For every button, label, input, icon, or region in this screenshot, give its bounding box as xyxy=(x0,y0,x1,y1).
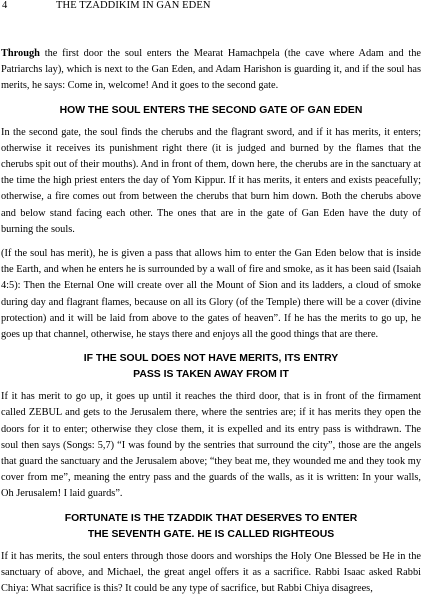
heading-no-merits xyxy=(1,351,421,383)
body-text xyxy=(1,46,421,605)
heading-line: THE SEVENTH GATE. HE IS CALLED RIGHTEOUS xyxy=(87,528,335,540)
heading-seventh-gate xyxy=(1,511,421,543)
paragraph: If it has merit to go up, it goes up until it reaches the third door, that is in front of the firmament called ZEBUL and gets to the Jerusalem there, where the sentries are; if it has merits they open the doors for it to enter; otherwise they close them, it is expelled and its entry pass is withdrawn. The soul then says (Songs: 5,7) “I was found by the sentries that surround the city”, those are the angels that guard the sanctuary and the Jerusalem above; “they beat me, they wounded me and they took my cover from me”, meaning the entry pass and the guards of the walls, as it is written: In your walls, Oh Jerusalem! I laid guards”. xyxy=(1,391,421,500)
running-head xyxy=(0,0,422,14)
running-title: THE TZADDIKIM IN GAN EDEN xyxy=(56,0,211,11)
heading-second-gate xyxy=(1,103,421,119)
heading-line: PASS IS TAKEN AWAY FROM IT xyxy=(133,369,289,381)
paragraph: In the second gate, the soul finds the cherubs and the flagrant sword, and if it has merits, it enters; otherwise it receives its punishment right there (it is judged and burned by the flames that the cherubs spit out of their mouths). And in front of them, down here, the cherubs are in the sanctuary at the time the high priest enters the day of Yom Kippur. If it has merits, it enters and exists peacefully; otherwise, a fire comes out from between the cherubs that burn him down. Both the cherubs above and below stand facing each other. The ones that are in the gate of Gan Eden have the duty of burning the souls. xyxy=(1,126,421,235)
paragraph: (If the soul has merit), he is given a pass that allows him to enter the Gan Eden below that is inside the Earth, and when he enters he is surrounded by a wall of fire and smoke, as it has been said (Isaiah 4:5): Then the Eternal One will create over all the Mount of Sion and its ladders, a cloud of smoke during day and flagrant flames, because on all its Glory (of the Temple) there will be a cover (divine protection) and it will be laid from above to the gates of heaven”. If he has the merits to go up, he goes up that channel, otherwise, he stays there and enjoys all the good things that are there. xyxy=(1,248,421,341)
heading-line: IF THE SOUL DOES NOT HAVE MERITS, ITS ENTRY xyxy=(83,353,339,365)
intro-paragraph xyxy=(1,46,421,95)
heading-line: FORTUNATE IS THE TZADDIK THAT DESERVES TO ENTER xyxy=(64,512,358,524)
page-number: 4 xyxy=(2,0,8,11)
heading-line: HOW THE SOUL ENTERS THE SECOND GATE OF GAN EDEN xyxy=(59,104,363,116)
intro-text: the first door the soul enters the Mearat Hamachpela (the cave where Adam and the Patriarchs lay), which is next to the Gan Eden, and Adam Harishon is guarding it, and if the soul has merits, he says: Come in, welcome! And it goes to the second gate. xyxy=(1,48,421,92)
paragraph: If it has merits, the soul enters through those doors and worships the Holy One Blessed be He in the sanctuary of above, and Michael, the great angel offers it as a sacrifice. Rabbi Isaac asked Rabbi Chiya: What sacrifice is this? It could be any type of sacrifice, but Rabbi Chiya disagrees, xyxy=(1,550,421,595)
intro-lead-word: Through xyxy=(1,48,40,59)
